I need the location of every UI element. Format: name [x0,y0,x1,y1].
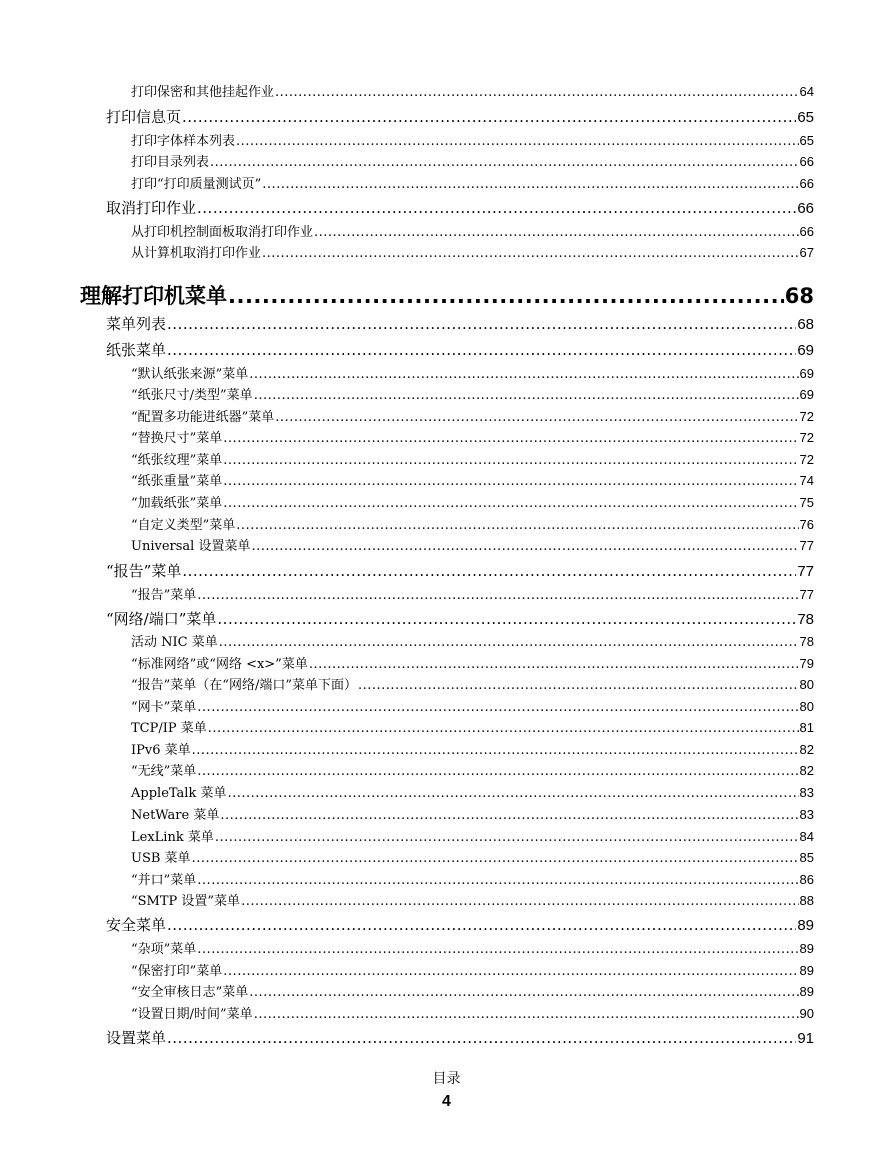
dot-leader [223,474,798,489]
dot-leader [217,610,796,628]
toc-entry[interactable] [131,869,814,888]
toc-entry[interactable] [106,560,814,581]
dot-leader [192,851,799,866]
toc-entry-page: 75 [799,495,814,510]
dot-leader [215,830,799,845]
toc-entry-title: “纸张重量”菜单 [131,474,223,489]
toc-entry-page: 77 [799,538,814,553]
toc-entry[interactable] [131,1003,814,1022]
toc-entry-title: 菜单列表 [106,315,167,333]
dot-leader [219,635,799,650]
toc-entry[interactable] [106,106,814,127]
toc-entry-title: 安全菜单 [106,916,167,934]
toc-chapter-entry[interactable] [80,280,814,310]
toc-entry[interactable] [131,492,814,511]
dot-leader [197,873,798,888]
toc-entry[interactable] [131,826,814,845]
toc-entry-page: 67 [799,245,814,260]
dot-leader [249,985,798,1000]
toc-entry[interactable] [131,739,814,758]
toc-entry-title: “加载纸张”菜单 [131,496,223,511]
toc-entry-page: 89 [799,963,814,978]
toc-entry-page: 81 [799,720,814,735]
dot-leader [197,588,798,603]
toc-entry-title: 从打印机控制面板取消打印作业 [131,225,314,240]
dot-leader [249,367,798,382]
dot-leader [167,315,796,333]
dot-leader [227,786,798,801]
toc-entry-page: 72 [799,409,814,424]
toc-entry[interactable] [131,960,814,979]
toc-entry-page: 64 [799,84,814,99]
toc-entry[interactable] [131,406,814,425]
toc-entry-page: 77 [799,587,814,602]
toc-entry-title: Universal 设置菜单 [131,539,251,554]
toc-entry[interactable] [131,173,814,192]
toc-entry[interactable] [131,130,814,149]
toc-entry[interactable] [131,717,814,736]
toc-entry-title: “纸张尺寸/类型”菜单 [131,388,253,403]
toc-entry-page: 65 [797,109,814,126]
dot-leader [251,539,798,554]
toc-entry-title: “报告”菜单（在“网络/端口”菜单下面） [131,678,357,693]
toc-entry-title: “杂项”菜单 [131,942,197,957]
toc-entry[interactable] [131,674,814,693]
toc-entry-page: 68 [797,316,814,333]
toc-entry-title: 纸张菜单 [106,341,167,359]
toc-entry[interactable] [131,631,814,650]
toc-entry-page: 82 [799,763,814,778]
toc-entry[interactable] [131,363,814,382]
dot-leader [223,431,798,446]
dot-leader [167,1029,796,1047]
toc-entry-page: 85 [799,850,814,865]
toc-entry-title: 取消打印作业 [106,199,197,217]
toc-entry-title: 活动 NIC 菜单 [131,635,218,650]
toc-entry[interactable] [131,151,814,170]
toc-entry-title: LexLink 菜单 [131,830,214,845]
dot-leader [275,85,799,100]
toc-entry-page: 69 [797,342,814,359]
toc-entry[interactable] [131,221,814,240]
toc-entry-title: 打印保密和其他挂起作业 [131,85,275,100]
toc-entry-page: 78 [797,611,814,628]
dot-leader [197,764,798,779]
toc-entry-page: 91 [797,1030,814,1047]
toc-entry-page: 80 [799,699,814,714]
toc-entry-page: 65 [799,133,814,148]
toc-entry[interactable] [131,584,814,603]
toc-entry-title: NetWare 菜单 [131,808,220,823]
toc-entry-page: 83 [799,807,814,822]
toc-entry-title: “纸张纹理”菜单 [131,453,223,468]
toc-entry-page: 76 [799,517,814,532]
toc-entry[interactable] [106,608,814,629]
dot-leader [182,108,796,126]
toc-entry-page: 82 [799,742,814,757]
toc-entry[interactable] [106,1027,814,1048]
toc-entry[interactable] [131,449,814,468]
toc-entry[interactable] [131,760,814,779]
toc-entry-title: “自定义类型”菜单 [131,518,236,533]
toc-entry-page: 72 [799,430,814,445]
toc-entry[interactable] [131,535,814,554]
toc-entry-page: 69 [799,366,814,381]
toc-entry[interactable] [131,81,814,100]
toc-entry-title: 打印目录列表 [131,155,210,170]
toc-entry-title: “报告”菜单 [131,588,197,603]
toc-entry-page: 89 [799,984,814,999]
toc-entry[interactable] [106,313,814,334]
toc-entry-page: 88 [799,893,814,908]
toc-entry-title: “网络/端口”菜单 [106,610,217,628]
toc-entry[interactable] [131,242,814,261]
toc-entry-title: 打印“打印质量测试页” [131,177,262,192]
toc-entry-title: 理解打印机菜单 [80,284,227,308]
toc-entry-title: “安全审核日志”菜单 [131,985,249,1000]
toc-entry[interactable] [131,981,814,1000]
toc-entry-page: 72 [799,452,814,467]
toc-entry[interactable] [131,696,814,715]
toc-entry-title: “网卡”菜单 [131,700,197,715]
toc-entry[interactable] [131,384,814,403]
toc-entry-title: TCP/IP 菜单 [131,721,207,736]
footer-section-label: 目录 [432,1071,461,1087]
toc-entry-page: 89 [799,941,814,956]
dot-leader [208,721,799,736]
toc-entry-title: “替换尺寸”菜单 [131,431,223,446]
toc-entry-title: “配置多功能进纸器”菜单 [131,410,275,425]
toc-entry[interactable] [106,197,814,218]
dot-leader [197,700,798,715]
toc-entry[interactable] [131,470,814,489]
toc-entry[interactable] [131,514,814,533]
dot-leader [236,518,798,533]
dot-leader [241,894,798,909]
toc-entry-title: “报告”菜单 [106,562,182,580]
toc-entry-title: “无线”菜单 [131,764,197,779]
dot-leader [223,496,798,511]
toc-entry-title: 打印字体样本列表 [131,134,236,149]
dot-leader [228,284,784,308]
toc-entry[interactable] [131,782,814,801]
dot-leader [254,388,799,403]
toc-entry[interactable] [131,653,814,672]
toc-entry-page: 66 [799,154,814,169]
toc-entry-title: USB 菜单 [131,851,191,866]
toc-entry[interactable] [131,890,814,909]
dot-leader [223,453,798,468]
dot-leader [358,678,799,693]
toc-entry-page: 66 [799,224,814,239]
toc-entry-page: 66 [797,200,814,217]
dot-leader [223,964,798,979]
toc-entry-title: “设置日期/时间”菜单 [131,1007,253,1022]
dot-leader [167,341,796,359]
toc-entry-page: 68 [784,284,814,308]
dot-leader [236,134,799,149]
toc-entry[interactable] [131,938,814,957]
dot-leader [254,1007,799,1022]
toc-entry-title: IPv6 菜单 [131,743,191,758]
toc-entry-title: 打印信息页 [106,108,182,126]
footer-page-number: 4 [442,1093,451,1110]
toc-entry-page: 79 [799,656,814,671]
toc-entry-title: AppleTalk 菜单 [131,786,227,801]
toc-entry-page: 89 [797,917,814,934]
toc-entry-page: 86 [799,872,814,887]
dot-leader [167,916,796,934]
dot-leader [309,657,799,672]
dot-leader [182,562,796,580]
toc-entry-page: 69 [799,387,814,402]
toc-entry-title: “默认纸张来源”菜单 [131,367,249,382]
dot-leader [314,225,799,240]
toc-entry-page: 77 [797,563,814,580]
toc-entry-title: “标准网络”或“网络 <x>”菜单 [131,657,308,672]
dot-leader [197,199,796,217]
toc-entry-page: 66 [799,176,814,191]
toc-entry[interactable] [131,427,814,446]
toc-entry-page: 80 [799,677,814,692]
toc-entry[interactable] [106,914,814,935]
dot-leader [262,246,799,261]
toc-entry[interactable] [131,804,814,823]
dot-leader [262,177,798,192]
dot-leader [197,942,798,957]
toc-entry[interactable] [106,339,814,360]
toc-entry-page: 90 [799,1006,814,1021]
dot-leader [210,155,799,170]
toc-entry-page: 78 [799,634,814,649]
dot-leader [275,410,798,425]
toc-entry-title: 从计算机取消打印作业 [131,246,262,261]
toc-entry-title: “SMTP 设置”菜单 [131,894,241,909]
toc-entry[interactable] [131,847,814,866]
toc-entry-title: 设置菜单 [106,1029,167,1047]
toc-entry-page: 83 [799,785,814,800]
dot-leader [192,743,799,758]
toc-entry-page: 84 [799,829,814,844]
toc-entry-page: 74 [799,473,814,488]
toc-entry-title: “并口”菜单 [131,873,197,888]
dot-leader [220,808,798,823]
toc-entry-title: “保密打印”菜单 [131,964,223,979]
